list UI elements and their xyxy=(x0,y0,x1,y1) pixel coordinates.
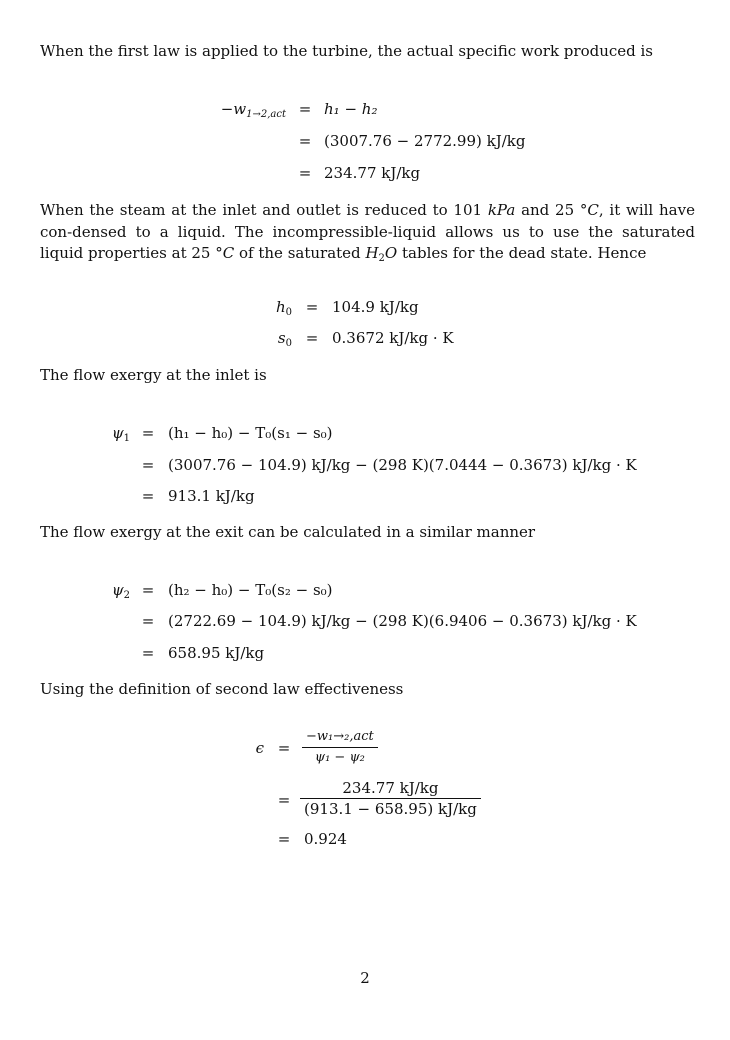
eq-eff-lhs: ϵ xyxy=(255,739,264,757)
equals-sign: = xyxy=(277,739,291,757)
p2-h2o-sub: 2 xyxy=(378,253,385,264)
p2-text-e: tables for the dead state. Hence xyxy=(402,244,647,262)
eq-psi2-symbol: ψ xyxy=(111,581,124,599)
p2-text-d: of the saturated xyxy=(239,244,361,262)
equals-sign: = xyxy=(141,487,155,505)
equals-sign: = xyxy=(298,164,312,182)
fraction-definition-denominator: ψ₁ − ψ₂ xyxy=(314,750,365,765)
eq-dead-s-symbol: s xyxy=(277,329,286,347)
equals-sign: = xyxy=(141,644,155,662)
fraction-values-denominator: (913.1 − 658.95) kJ/kg xyxy=(304,800,477,818)
eq-work-lhs-symbol: −w xyxy=(220,100,247,118)
fraction-definition-numerator: −w₁→₂,act xyxy=(302,727,378,748)
eq-dead-h-symbol: h xyxy=(275,298,286,316)
eq-dead-lhs-s0 xyxy=(250,328,292,348)
p2-unit-c: C xyxy=(587,201,599,219)
p2-h2o-o: O xyxy=(384,244,398,262)
paragraph-first-law: When the first law is applied to the turbine, the actual specific work produced is xyxy=(40,42,654,60)
eq-work-line-3: 234.77 kJ/kg xyxy=(324,164,421,182)
eq-psi2-line-2: (2722.69 − 104.9) kJ/kg − (298 K)(6.9406 − 0.3673) kJ/kg · K xyxy=(168,612,637,630)
paragraph-inlet-exergy: The flow exergy at the inlet is xyxy=(40,366,267,384)
eq-dead-h-subscript: 0 xyxy=(285,307,292,318)
equals-sign: = xyxy=(305,329,319,347)
equals-sign: = xyxy=(141,424,155,442)
eq-psi2-lhs xyxy=(90,580,130,600)
fraction-values xyxy=(300,778,481,819)
eq-dead-h0-value: 104.9 kJ/kg xyxy=(332,298,419,316)
eq-work-lhs xyxy=(200,99,286,119)
eq-psi1-line-2: (3007.76 − 104.9) kJ/kg − (298 K)(7.0444 − 0.3673) kJ/kg · K xyxy=(168,456,637,474)
equals-sign: = xyxy=(141,581,155,599)
equals-sign: = xyxy=(141,612,155,630)
page-number: 2 xyxy=(360,969,370,987)
p2-text-c: , it will have con-densed to a liquid. The incompressible-liquid allows us to use the saturated liquid properties at 25 ° xyxy=(40,201,695,262)
eq-dead-s-subscript: 0 xyxy=(285,338,292,349)
fraction-definition xyxy=(302,727,378,768)
eq-psi2-subscript: 2 xyxy=(123,590,130,601)
p2-text-b: and 25 ° xyxy=(521,201,588,219)
equals-sign: = xyxy=(305,298,319,316)
eq-eff-result: 0.924 xyxy=(304,830,347,848)
p2-unit-kpa: kPa xyxy=(487,201,516,219)
paragraph-exit-exergy: The flow exergy at the exit can be calculated in a similar manner xyxy=(40,523,536,541)
equals-sign: = xyxy=(298,132,312,150)
paragraph-dead-state xyxy=(40,200,695,265)
p2-h2o xyxy=(365,244,397,262)
p2-h2o-h: H xyxy=(365,244,379,262)
eq-psi2-line-1: (h₂ − h₀) − T₀(s₂ − s₀) xyxy=(168,581,333,599)
eq-dead-s0-value: 0.3672 kJ/kg · K xyxy=(332,329,454,347)
p2-text-a: When the steam at the inlet and outlet is reduced to 101 xyxy=(40,201,483,219)
eq-psi1-line-3: 913.1 kJ/kg xyxy=(168,487,255,505)
eq-work-line-2: (3007.76 − 2772.99) kJ/kg xyxy=(324,132,526,150)
equals-sign: = xyxy=(298,100,312,118)
eq-dead-lhs-h0 xyxy=(250,297,292,317)
equals-sign: = xyxy=(277,791,291,809)
equals-sign: = xyxy=(141,456,155,474)
equals-sign: = xyxy=(277,830,291,848)
eq-psi1-subscript: 1 xyxy=(123,433,130,444)
eq-psi1-symbol: ψ xyxy=(111,424,124,442)
eq-psi1-lhs xyxy=(90,423,130,443)
eq-psi2-line-3: 658.95 kJ/kg xyxy=(168,644,265,662)
eq-work-lhs-subscript: 1→2,act xyxy=(246,109,286,120)
p2-unit-c-2: C xyxy=(222,244,235,262)
fraction-values-numerator: 234.77 kJ/kg xyxy=(300,778,481,799)
paragraph-effectiveness: Using the definition of second law effectiveness xyxy=(40,680,404,698)
eq-work-line-1: h₁ − h₂ xyxy=(324,100,378,118)
eq-psi1-line-1: (h₁ − h₀) − T₀(s₁ − s₀) xyxy=(168,424,333,442)
